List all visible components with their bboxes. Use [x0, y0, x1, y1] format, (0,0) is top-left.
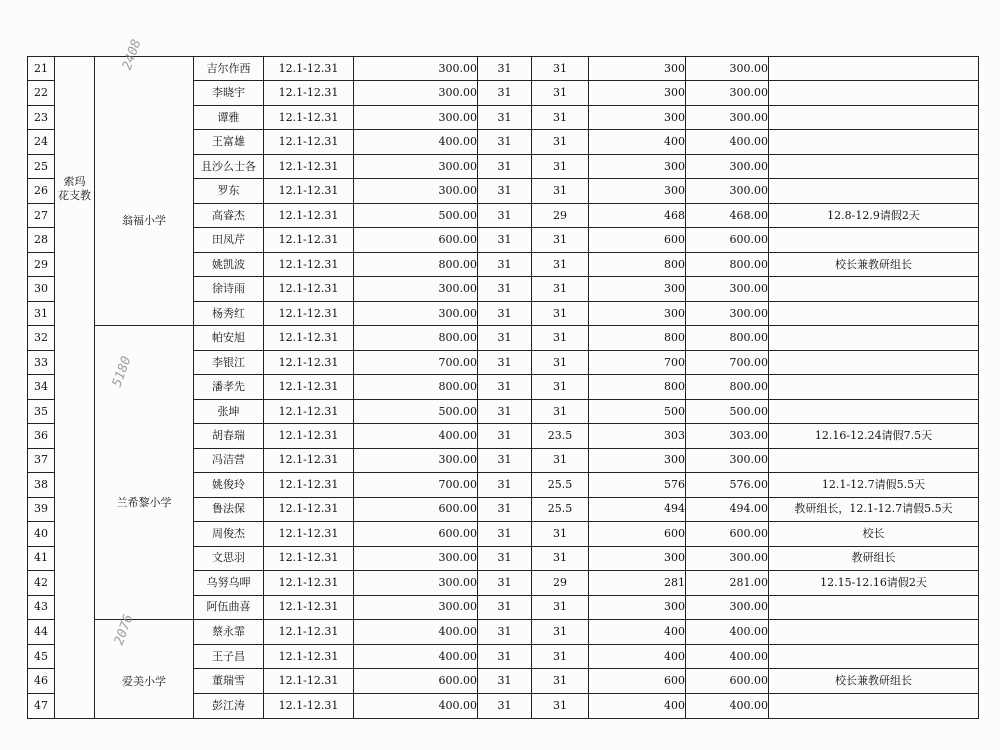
- payable-amount-cell: 300.00: [686, 57, 769, 81]
- standard-amount-cell: 500.00: [354, 203, 478, 227]
- payable-amount-cell: 600.00: [686, 669, 769, 694]
- standard-amount-cell: 300.00: [354, 154, 478, 178]
- row-number-cell: 21: [28, 57, 55, 81]
- calculated-amount-cell: 576: [589, 473, 686, 497]
- month-days-cell: 31: [478, 81, 532, 105]
- row-number-cell: 34: [28, 375, 55, 399]
- calculated-amount-cell: 800: [589, 252, 686, 276]
- month-days-cell: 31: [478, 105, 532, 129]
- row-number-cell: 22: [28, 81, 55, 105]
- row-number-cell: 26: [28, 179, 55, 203]
- school-cell: [95, 326, 194, 620]
- row-number-cell: 36: [28, 424, 55, 448]
- standard-amount-cell: 800.00: [354, 326, 478, 350]
- month-days-cell: 31: [478, 350, 532, 374]
- teacher-name-cell: 李银江: [194, 350, 264, 374]
- school-cell: [95, 612, 194, 719]
- calculated-amount-cell: 300: [589, 179, 686, 203]
- standard-amount-cell: 300.00: [354, 81, 478, 105]
- row-number-cell: 27: [28, 203, 55, 227]
- period-cell: 12.1-12.31: [264, 620, 354, 645]
- teacher-name-cell: 吉尔作西: [194, 57, 264, 81]
- month-days-cell: 31: [478, 154, 532, 178]
- payable-amount-cell: 400.00: [686, 694, 769, 719]
- calculated-amount-cell: 300: [589, 301, 686, 326]
- month-days-cell: 31: [478, 522, 532, 546]
- period-cell: 12.1-12.31: [264, 105, 354, 129]
- standard-amount-cell: 300.00: [354, 57, 478, 81]
- calculated-amount-cell: 300: [589, 546, 686, 570]
- teacher-name-cell: 姚俊玲: [194, 473, 264, 497]
- calculated-amount-cell: 300: [589, 154, 686, 178]
- calculated-amount-cell: 468: [589, 203, 686, 227]
- payable-amount-cell: 300.00: [686, 448, 769, 472]
- payable-amount-cell: 300.00: [686, 301, 769, 326]
- actual-days-cell: 31: [532, 228, 589, 252]
- actual-days-cell: 31: [532, 57, 589, 81]
- teacher-name-cell: 高睿杰: [194, 203, 264, 227]
- teacher-name-cell: 罗东: [194, 179, 264, 203]
- calculated-amount-cell: 300: [589, 277, 686, 301]
- payable-amount-cell: 800.00: [686, 326, 769, 350]
- teacher-name-cell: 帕安旭: [194, 326, 264, 350]
- month-days-cell: 31: [478, 473, 532, 497]
- note-cell: 校长兼教研组长: [769, 252, 979, 276]
- teacher-name-cell: 文思羽: [194, 546, 264, 570]
- note-cell: 12.15-12.16请假2天: [769, 571, 979, 595]
- actual-days-cell: 31: [532, 694, 589, 719]
- row-number-cell: 28: [28, 228, 55, 252]
- teacher-name-cell: 李晓宇: [194, 81, 264, 105]
- teacher-name-cell: 姚凯波: [194, 252, 264, 276]
- calculated-amount-cell: 300: [589, 105, 686, 129]
- payable-amount-cell: 400.00: [686, 130, 769, 154]
- payable-amount-cell: 300.00: [686, 546, 769, 570]
- note-cell: [769, 694, 979, 719]
- teacher-name-cell: 周俊杰: [194, 522, 264, 546]
- note-cell: [769, 228, 979, 252]
- actual-days-cell: 25.5: [532, 473, 589, 497]
- actual-days-cell: 31: [532, 326, 589, 350]
- calculated-amount-cell: 400: [589, 130, 686, 154]
- calculated-amount-cell: 600: [589, 522, 686, 546]
- calculated-amount-cell: 600: [589, 228, 686, 252]
- teacher-name-cell: 王子昌: [194, 644, 264, 669]
- month-days-cell: 31: [478, 546, 532, 570]
- month-days-cell: 31: [478, 694, 532, 719]
- note-cell: [769, 154, 979, 178]
- period-cell: 12.1-12.31: [264, 301, 354, 326]
- row-number-cell: 47: [28, 694, 55, 719]
- payable-amount-cell: 800.00: [686, 375, 769, 399]
- calculated-amount-cell: 494: [589, 497, 686, 521]
- school-name: 爱美小学: [122, 674, 166, 688]
- payable-amount-cell: 300.00: [686, 277, 769, 301]
- standard-amount-cell: 400.00: [354, 424, 478, 448]
- calculated-amount-cell: 281: [589, 571, 686, 595]
- note-cell: 校长: [769, 522, 979, 546]
- actual-days-cell: 31: [532, 252, 589, 276]
- calculated-amount-cell: 800: [589, 326, 686, 350]
- actual-days-cell: 31: [532, 448, 589, 472]
- standard-amount-cell: 400.00: [354, 644, 478, 669]
- row-number-cell: 24: [28, 130, 55, 154]
- payable-amount-cell: 700.00: [686, 350, 769, 374]
- actual-days-cell: 31: [532, 301, 589, 326]
- payable-amount-cell: 600.00: [686, 228, 769, 252]
- month-days-cell: 31: [478, 130, 532, 154]
- actual-days-cell: 31: [532, 375, 589, 399]
- calculated-amount-cell: 303: [589, 424, 686, 448]
- period-cell: 12.1-12.31: [264, 81, 354, 105]
- row-number-cell: 44: [28, 620, 55, 645]
- table-row: [28, 57, 979, 81]
- actual-days-cell: 31: [532, 399, 589, 423]
- month-days-cell: 31: [478, 424, 532, 448]
- note-cell: [769, 179, 979, 203]
- row-number-cell: 46: [28, 669, 55, 694]
- month-days-cell: 31: [478, 571, 532, 595]
- payable-amount-cell: 300.00: [686, 81, 769, 105]
- period-cell: 12.1-12.31: [264, 154, 354, 178]
- teacher-name-cell: 彭江涛: [194, 694, 264, 719]
- actual-days-cell: 31: [532, 105, 589, 129]
- standard-amount-cell: 700.00: [354, 473, 478, 497]
- table-row: [28, 326, 979, 350]
- payable-amount-cell: 400.00: [686, 620, 769, 645]
- period-cell: 12.1-12.31: [264, 669, 354, 694]
- period-cell: 12.1-12.31: [264, 595, 354, 620]
- calculated-amount-cell: 400: [589, 644, 686, 669]
- row-number-cell: 23: [28, 105, 55, 129]
- period-cell: 12.1-12.31: [264, 350, 354, 374]
- handwritten-signature: 5180: [109, 354, 135, 390]
- payable-amount-cell: 500.00: [686, 399, 769, 423]
- payable-amount-cell: 468.00: [686, 203, 769, 227]
- region-name: 索玛 花支教: [58, 175, 91, 202]
- actual-days-cell: 31: [532, 595, 589, 620]
- row-number-cell: 42: [28, 571, 55, 595]
- standard-amount-cell: 400.00: [354, 694, 478, 719]
- note-cell: [769, 375, 979, 399]
- period-cell: 12.1-12.31: [264, 228, 354, 252]
- period-cell: 12.1-12.31: [264, 277, 354, 301]
- actual-days-cell: 31: [532, 644, 589, 669]
- actual-days-cell: 31: [532, 130, 589, 154]
- month-days-cell: 31: [478, 228, 532, 252]
- actual-days-cell: 29: [532, 571, 589, 595]
- actual-days-cell: 31: [532, 350, 589, 374]
- row-number-cell: 39: [28, 497, 55, 521]
- period-cell: 12.1-12.31: [264, 57, 354, 81]
- actual-days-cell: 31: [532, 669, 589, 694]
- standard-amount-cell: 300.00: [354, 301, 478, 326]
- standard-amount-cell: 300.00: [354, 546, 478, 570]
- row-number-cell: 29: [28, 252, 55, 276]
- calculated-amount-cell: 300: [589, 57, 686, 81]
- note-cell: 教研组长: [769, 546, 979, 570]
- month-days-cell: 31: [478, 179, 532, 203]
- payable-amount-cell: 400.00: [686, 644, 769, 669]
- note-cell: 12.1-12.7请假5.5天: [769, 473, 979, 497]
- period-cell: 12.1-12.31: [264, 399, 354, 423]
- month-days-cell: 31: [478, 375, 532, 399]
- note-cell: [769, 57, 979, 81]
- note-cell: [769, 301, 979, 326]
- period-cell: 12.1-12.31: [264, 546, 354, 570]
- standard-amount-cell: 400.00: [354, 130, 478, 154]
- period-cell: 12.1-12.31: [264, 424, 354, 448]
- calculated-amount-cell: 700: [589, 350, 686, 374]
- standard-amount-cell: 300.00: [354, 179, 478, 203]
- standard-amount-cell: 300.00: [354, 448, 478, 472]
- month-days-cell: 31: [478, 326, 532, 350]
- teacher-name-cell: 冯洁营: [194, 448, 264, 472]
- actual-days-cell: 25.5: [532, 497, 589, 521]
- month-days-cell: 31: [478, 448, 532, 472]
- calculated-amount-cell: 400: [589, 694, 686, 719]
- period-cell: 12.1-12.31: [264, 375, 354, 399]
- actual-days-cell: 31: [532, 620, 589, 645]
- period-cell: 12.1-12.31: [264, 326, 354, 350]
- actual-days-cell: 31: [532, 277, 589, 301]
- teacher-name-cell: 张坤: [194, 399, 264, 423]
- standard-amount-cell: 800.00: [354, 252, 478, 276]
- teacher-name-cell: 谭雅: [194, 105, 264, 129]
- row-number-cell: 35: [28, 399, 55, 423]
- standard-amount-cell: 700.00: [354, 350, 478, 374]
- note-cell: [769, 277, 979, 301]
- teacher-name-cell: 王富雄: [194, 130, 264, 154]
- teacher-name-cell: 徐诗雨: [194, 277, 264, 301]
- calculated-amount-cell: 300: [589, 448, 686, 472]
- calculated-amount-cell: 600: [589, 669, 686, 694]
- month-days-cell: 31: [478, 399, 532, 423]
- row-number-cell: 45: [28, 644, 55, 669]
- standard-amount-cell: 300.00: [354, 277, 478, 301]
- period-cell: 12.1-12.31: [264, 448, 354, 472]
- note-cell: 校长兼教研组长: [769, 669, 979, 694]
- period-cell: 12.1-12.31: [264, 252, 354, 276]
- row-number-cell: 37: [28, 448, 55, 472]
- month-days-cell: 31: [478, 669, 532, 694]
- row-number-cell: 38: [28, 473, 55, 497]
- teacher-name-cell: 且沙么士各: [194, 154, 264, 178]
- teacher-name-cell: 鲁法保: [194, 497, 264, 521]
- note-cell: [769, 448, 979, 472]
- note-cell: 12.16-12.24请假7.5天: [769, 424, 979, 448]
- note-cell: [769, 399, 979, 423]
- handwritten-signature: 2076: [111, 612, 137, 648]
- standard-amount-cell: 800.00: [354, 375, 478, 399]
- note-cell: [769, 81, 979, 105]
- actual-days-cell: 23.5: [532, 424, 589, 448]
- row-number-cell: 25: [28, 154, 55, 178]
- standard-amount-cell: 600.00: [354, 497, 478, 521]
- period-cell: 12.1-12.31: [264, 522, 354, 546]
- actual-days-cell: 31: [532, 546, 589, 570]
- region-cell: [55, 57, 95, 719]
- standard-amount-cell: 400.00: [354, 620, 478, 645]
- row-number-cell: 33: [28, 350, 55, 374]
- payable-amount-cell: 494.00: [686, 497, 769, 521]
- standard-amount-cell: 300.00: [354, 595, 478, 620]
- allowance-table: [27, 37, 979, 719]
- payable-amount-cell: 281.00: [686, 571, 769, 595]
- note-cell: [769, 350, 979, 374]
- month-days-cell: 31: [478, 620, 532, 645]
- teacher-name-cell: 田凤芹: [194, 228, 264, 252]
- standard-amount-cell: 300.00: [354, 105, 478, 129]
- school-name: 兰希黎小学: [116, 495, 172, 509]
- row-number-cell: 43: [28, 595, 55, 620]
- teacher-name-cell: 蔡永霏: [194, 620, 264, 645]
- standard-amount-cell: 600.00: [354, 669, 478, 694]
- payable-amount-cell: 300.00: [686, 179, 769, 203]
- period-cell: 12.1-12.31: [264, 130, 354, 154]
- payable-amount-cell: 300.00: [686, 154, 769, 178]
- standard-amount-cell: 600.00: [354, 522, 478, 546]
- row-number-cell: 30: [28, 277, 55, 301]
- period-cell: 12.1-12.31: [264, 179, 354, 203]
- month-days-cell: 31: [478, 644, 532, 669]
- month-days-cell: 31: [478, 277, 532, 301]
- teacher-name-cell: 乌努乌呷: [194, 571, 264, 595]
- payable-amount-cell: 800.00: [686, 252, 769, 276]
- month-days-cell: 31: [478, 203, 532, 227]
- payable-amount-cell: 303.00: [686, 424, 769, 448]
- month-days-cell: 31: [478, 497, 532, 521]
- payable-amount-cell: 300.00: [686, 105, 769, 129]
- period-cell: 12.1-12.31: [264, 694, 354, 719]
- teacher-name-cell: 杨秀红: [194, 301, 264, 326]
- actual-days-cell: 29: [532, 203, 589, 227]
- period-cell: 12.1-12.31: [264, 497, 354, 521]
- note-cell: [769, 620, 979, 645]
- teacher-name-cell: 董瑞雪: [194, 669, 264, 694]
- standard-amount-cell: 600.00: [354, 228, 478, 252]
- payable-amount-cell: 300.00: [686, 595, 769, 620]
- month-days-cell: 31: [478, 301, 532, 326]
- note-cell: 12.8-12.9请假2天: [769, 203, 979, 227]
- standard-amount-cell: 500.00: [354, 399, 478, 423]
- school-cell: [95, 37, 194, 326]
- actual-days-cell: 31: [532, 81, 589, 105]
- row-number-cell: 41: [28, 546, 55, 570]
- actual-days-cell: 31: [532, 154, 589, 178]
- payable-amount-cell: 600.00: [686, 522, 769, 546]
- month-days-cell: 31: [478, 252, 532, 276]
- school-name: 翁福小学: [122, 214, 166, 228]
- period-cell: 12.1-12.31: [264, 473, 354, 497]
- note-cell: [769, 326, 979, 350]
- period-cell: 12.1-12.31: [264, 644, 354, 669]
- calculated-amount-cell: 500: [589, 399, 686, 423]
- handwritten-signature: 2408: [119, 37, 145, 73]
- note-cell: [769, 105, 979, 129]
- calculated-amount-cell: 400: [589, 620, 686, 645]
- calculated-amount-cell: 800: [589, 375, 686, 399]
- row-number-cell: 32: [28, 326, 55, 350]
- row-number-cell: 31: [28, 301, 55, 326]
- month-days-cell: 31: [478, 57, 532, 81]
- month-days-cell: 31: [478, 595, 532, 620]
- note-cell: [769, 595, 979, 620]
- standard-amount-cell: 300.00: [354, 571, 478, 595]
- table-row: [28, 620, 979, 645]
- note-cell: 教研组长，12.1-12.7请假5.5天: [769, 497, 979, 521]
- actual-days-cell: 31: [532, 179, 589, 203]
- actual-days-cell: 31: [532, 522, 589, 546]
- row-number-cell: 40: [28, 522, 55, 546]
- teacher-name-cell: 潘孝先: [194, 375, 264, 399]
- note-cell: [769, 644, 979, 669]
- teacher-name-cell: 阿伍曲喜: [194, 595, 264, 620]
- note-cell: [769, 130, 979, 154]
- period-cell: 12.1-12.31: [264, 571, 354, 595]
- period-cell: 12.1-12.31: [264, 203, 354, 227]
- payable-amount-cell: 576.00: [686, 473, 769, 497]
- calculated-amount-cell: 300: [589, 595, 686, 620]
- teacher-name-cell: 胡春瑞: [194, 424, 264, 448]
- calculated-amount-cell: 300: [589, 81, 686, 105]
